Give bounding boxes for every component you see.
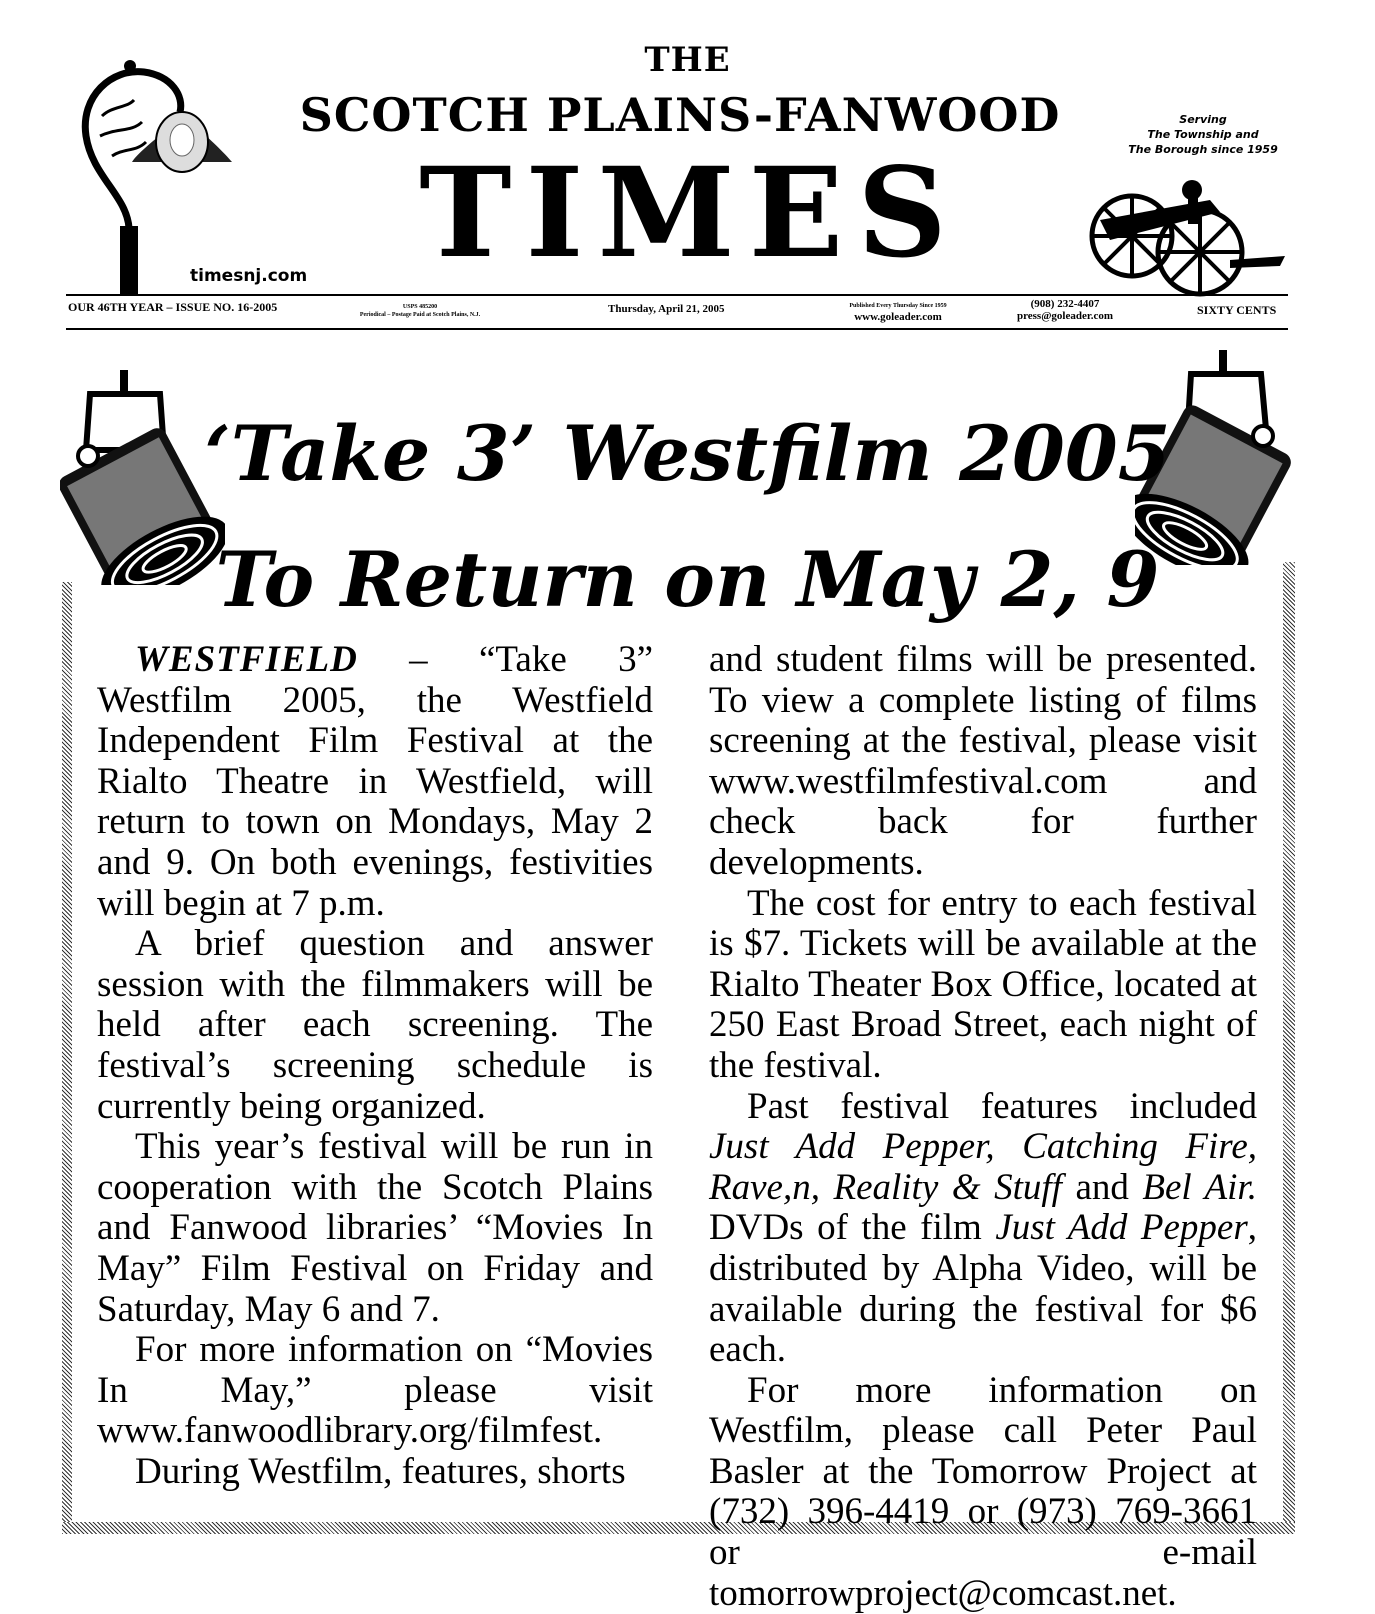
article-column-right — [709, 640, 1257, 1614]
issue-date: Thursday, April 21, 2005 — [608, 303, 725, 315]
web-address: www.goleader.com — [854, 311, 942, 323]
film-titles: Just Add Pepper, Catching Fire, Rave,n, Reality & Stuff — [709, 1126, 1257, 1208]
street-lamp-icon — [72, 56, 242, 296]
phone-number: (908) 232-4407 — [1030, 298, 1100, 310]
article-paragraph-1 — [97, 640, 653, 924]
film-title-just-add-pepper: Just Add Pepper — [995, 1207, 1248, 1249]
article-column-left — [97, 640, 653, 1492]
postal-info — [340, 303, 500, 319]
paragraph-7-text-g: , distributed by Alpha Video, will be available during the festival for $6 each. — [709, 1207, 1257, 1371]
article-paragraph-2: A brief question and answer session with the filmmakers will be held after each screening. The festival’s screening schedule is currently being organized. — [97, 923, 653, 1127]
paragraph-7-text-c: and — [1061, 1166, 1143, 1208]
paragraph-1-text: – “Take 3” Westfilm 2005, the Westfield Independent Film Festival at the Rialto Theatre in Westfield, will return to town on Mondays, May 2 and 9. On both evenings, festivities will begin at 7 p.m. — [97, 639, 653, 924]
article-paragraph-5: During Westfilm, features, shorts — [135, 1450, 626, 1492]
masthead-name: SCOTCH PLAINS-FANWOOD — [299, 88, 1061, 142]
serving-line-3: The Borough since 1959 — [1128, 143, 1278, 156]
article-border-left — [62, 582, 72, 1532]
cannon-icon — [1080, 160, 1290, 300]
masthead-website: timesnj.com — [190, 266, 308, 286]
press-email: press@goleader.com — [1016, 310, 1114, 322]
price: SIXTY CENTS — [1197, 303, 1277, 317]
paragraph-7-text-e: DVDs of the film — [709, 1207, 996, 1249]
paragraph-7-text-a: Past festival features included — [747, 1085, 1257, 1127]
film-title-bel-air: Bel Air. — [1142, 1166, 1257, 1208]
article-border-right — [1283, 562, 1295, 1532]
postage-note: Periodical – Postage Paid at Scotch Plains, N.J. — [359, 312, 481, 318]
publishing-info — [830, 301, 966, 323]
year-issue: OUR 46TH YEAR – ISSUE NO. 16-2005 — [68, 300, 278, 314]
article-paragraph-7 — [709, 1087, 1257, 1371]
masthead-times: TIMES — [419, 141, 961, 286]
masthead-bottom-rule — [66, 328, 1288, 330]
headline-line-1: ‘Take 3’ Westfilm 2005 — [204, 409, 1171, 498]
published-note: Published Every Thursday Since 1959 — [849, 303, 947, 309]
article-paragraph-6: The cost for entry to each festival is $7. Tickets will be available at the Rialto Theater Box Office, located at 250 East Broad Street, each night of the festival. — [709, 882, 1257, 1086]
article-paragraph-5-continued: and student films will be presented. To view a complete listing of films screening at the festival, please visit www.westfilmfestival.com and check back for further developments. — [709, 639, 1257, 883]
headline-line-2: To Return on May 2, 9 — [215, 535, 1160, 624]
article-paragraph-3: This year’s festival will be run in cooperation with the Scotch Plains and Fanwood libraries’ “Movies In May” Film Festival on Friday and Saturday, May 6 and 7. — [97, 1126, 653, 1330]
serving-line-1: Serving — [1179, 113, 1227, 126]
serving-line-2: The Township and — [1147, 128, 1259, 141]
masthead-the: THE — [644, 40, 731, 80]
article-paragraph-8: For more information on Westfilm, please call Peter Paul Basler at the Tomorrow Project at (732) 396-4419 or (973) 769-3661 or e-mail tomorrowproject@comcast.net. — [709, 1369, 1257, 1614]
masthead-serving-note — [1118, 112, 1288, 157]
contact-info — [1000, 298, 1130, 322]
article-paragraph-4: For more information on “Movies In May,” please visit www.fanwoodlibrary.org/filmfest. — [97, 1329, 653, 1452]
masthead-top-rule — [66, 294, 1288, 296]
dateline: WESTFIELD — [135, 639, 358, 680]
usps-number: USPS 485200 — [402, 304, 438, 310]
